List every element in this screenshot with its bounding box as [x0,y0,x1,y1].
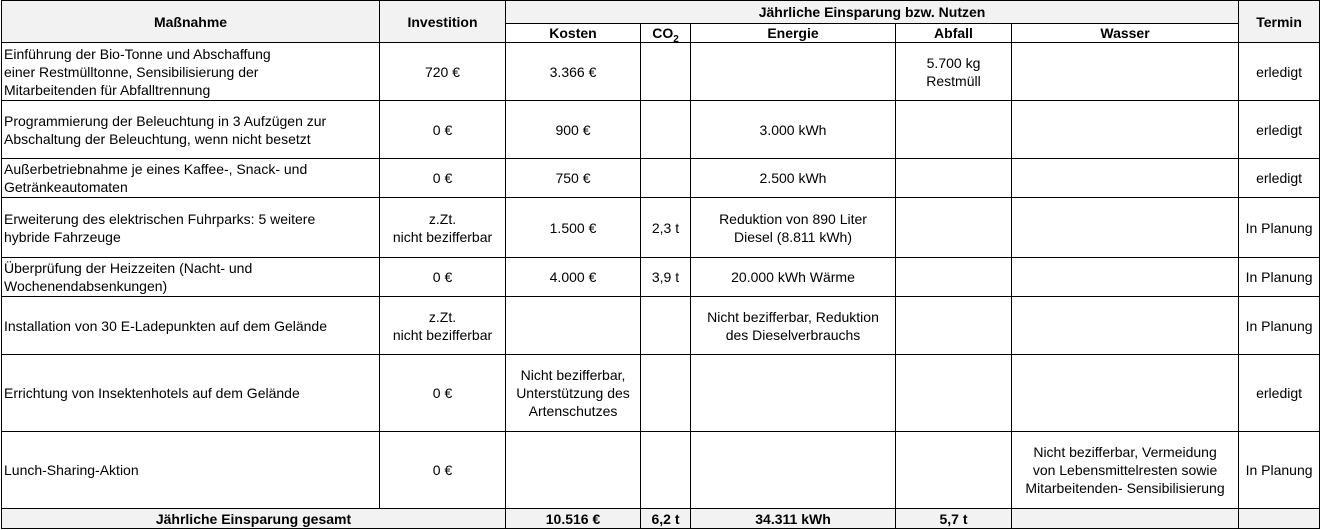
cell-costs: Nicht bezifferbar, Unterstützung des Artenschutzes [506,355,641,432]
total-deadline [1239,509,1320,529]
cell-investment: 0 € [380,355,506,432]
cell-investment: 0 € [380,159,506,198]
cell-co2 [641,297,691,355]
cell-energy: Nicht bezifferbar, Reduktion des Dieselverbrauchs [691,297,896,355]
cell-measure: Außerbetriebnahme je eines Kaffee-, Snack- und Getränkeautomaten [2,159,380,198]
cell-water [1012,198,1239,258]
cell-costs: 900 € [506,101,641,159]
table-row [2,159,1320,198]
cell-measure: Errichtung von Insektenhotels auf dem Gelände [2,355,380,432]
cell-waste [896,159,1012,198]
cell-costs: 4.000 € [506,258,641,297]
header-deadline: Termin [1239,1,1320,43]
cell-co2: 3,9 t [641,258,691,297]
cell-energy: 20.000 kWh Wärme [691,258,896,297]
cell-water: Nicht bezifferbar, Vermeidung von Lebensmittelresten sowie Mitarbeitenden- Sensibilisierung [1012,432,1239,509]
cell-energy [691,355,896,432]
table-row [2,432,1320,509]
cell-measure: Erweiterung des elektrischen Fuhrparks: 5 weitere hybride Fahrzeuge [2,198,380,258]
cell-measure: Installation von 30 E-Ladepunkten auf dem Gelände [2,297,380,355]
cell-energy: 3.000 kWh [691,101,896,159]
cell-costs [506,432,641,509]
cell-investment: 0 € [380,258,506,297]
header-co2 [641,24,691,43]
header-measure: Maßnahme [2,1,380,43]
cell-waste [896,432,1012,509]
header-waste: Abfall [896,24,1012,43]
cell-co2 [641,101,691,159]
cell-investment: 720 € [380,43,506,101]
cell-deadline: In Planung [1239,258,1320,297]
cell-co2 [641,43,691,101]
cell-costs: 750 € [506,159,641,198]
total-waste: 5,7 t [896,509,1012,529]
table-row [2,101,1320,159]
cell-energy [691,432,896,509]
cell-water [1012,355,1239,432]
cell-energy: Reduktion von 890 Liter Diesel (8.811 kWh) [691,198,896,258]
cell-waste [896,101,1012,159]
header-co2-main: CO [652,25,674,41]
cell-water [1012,101,1239,159]
cell-investment: 0 € [380,432,506,509]
cell-waste [896,258,1012,297]
cell-water [1012,159,1239,198]
cell-co2 [641,159,691,198]
cell-water [1012,258,1239,297]
header-costs: Kosten [506,24,641,43]
cell-measure: Programmierung der Beleuchtung in 3 Aufzügen zur Abschaltung der Beleuchtung, wenn nicht besetzt [2,101,380,159]
cell-deadline: In Planung [1239,198,1320,258]
savings-table [1,0,1320,529]
cell-deadline: erledigt [1239,43,1320,101]
cell-energy [691,43,896,101]
cell-waste: 5.700 kg Restmüll [896,43,1012,101]
cell-water [1012,43,1239,101]
table-row [2,198,1320,258]
table-row [2,43,1320,101]
total-co2: 6,2 t [641,509,691,529]
cell-co2 [641,355,691,432]
table-row [2,355,1320,432]
cell-costs [506,297,641,355]
table-row [2,297,1320,355]
cell-measure: Einführung der Bio-Tonne und Abschaffung einer Restmülltonne, Sensibilisierung der Mitarbeitenden für Abfalltrennung [2,43,380,101]
header-savings-group: Jährliche Einsparung bzw. Nutzen [506,1,1239,24]
table-row [2,258,1320,297]
header-co2-sub: 2 [673,33,679,43]
cell-deadline: In Planung [1239,432,1320,509]
cell-investment: z.Zt. nicht bezifferbar [380,198,506,258]
cell-waste [896,355,1012,432]
cell-waste [896,198,1012,258]
cell-co2: 2,3 t [641,198,691,258]
header-investment: Investition [380,1,506,43]
cell-deadline: In Planung [1239,297,1320,355]
total-row [2,509,1320,529]
total-energy: 34.311 kWh [691,509,896,529]
total-costs: 10.516 € [506,509,641,529]
cell-measure: Überprüfung der Heizzeiten (Nacht- und Wochenendabsenkungen) [2,258,380,297]
cell-deadline: erledigt [1239,355,1320,432]
total-water [1012,509,1239,529]
cell-deadline: erledigt [1239,159,1320,198]
header-water: Wasser [1012,24,1239,43]
header-energy: Energie [691,24,896,43]
cell-investment: z.Zt. nicht bezifferbar [380,297,506,355]
cell-investment: 0 € [380,101,506,159]
cell-waste [896,297,1012,355]
cell-water [1012,297,1239,355]
cell-energy: 2.500 kWh [691,159,896,198]
cell-measure: Lunch-Sharing-Aktion [2,432,380,509]
cell-deadline: erledigt [1239,101,1320,159]
total-label: Jährliche Einsparung gesamt [2,509,506,529]
cell-co2 [641,432,691,509]
cell-costs: 3.366 € [506,43,641,101]
cell-costs: 1.500 € [506,198,641,258]
